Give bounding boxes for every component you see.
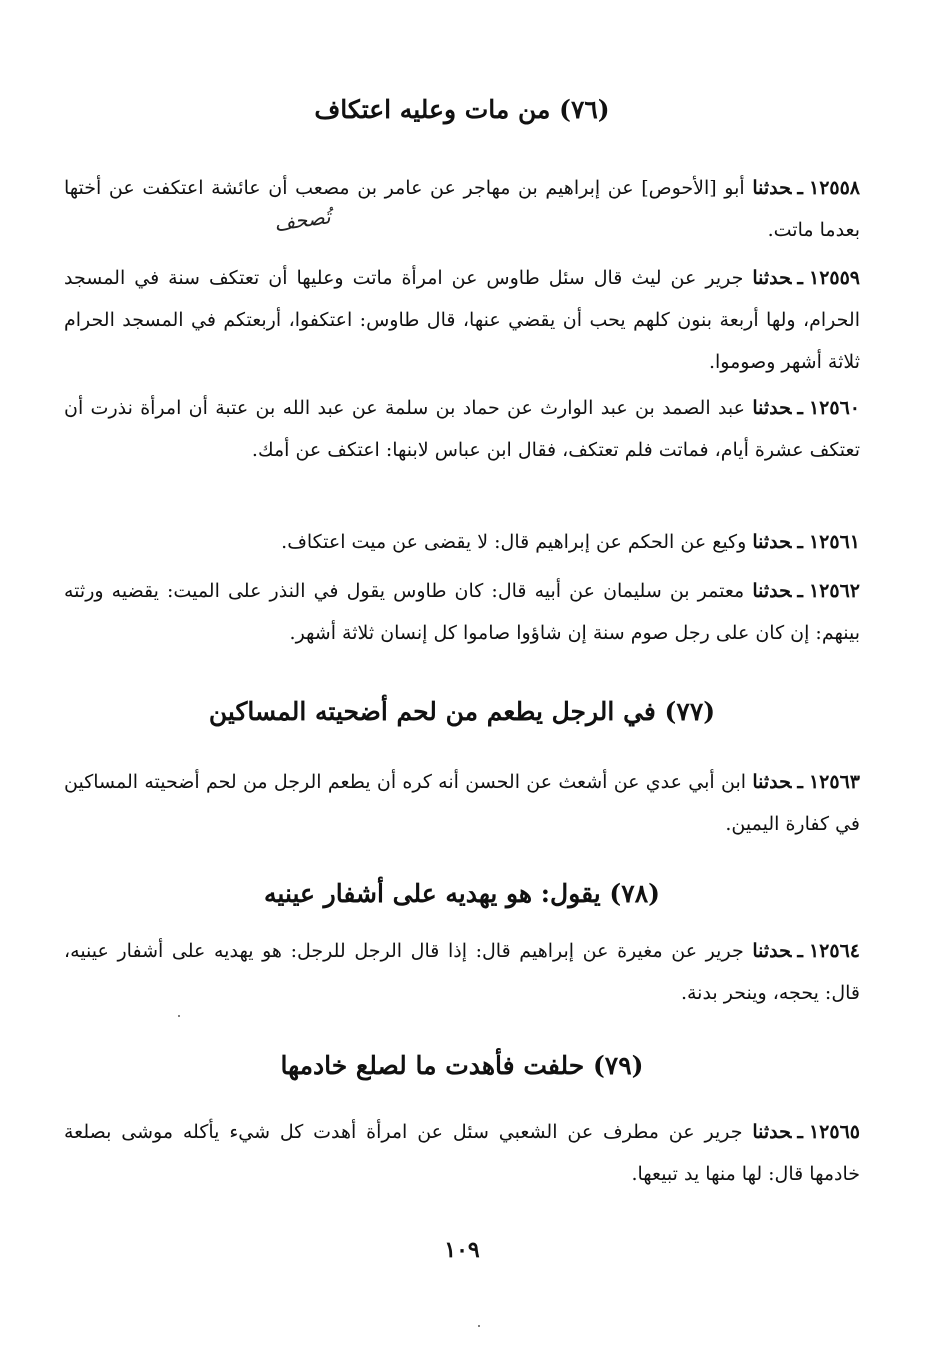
hadith-text: جرير عن ليث قال سئل طاوس عن امرأة ماتت وعليها أن تعتكف سنة في المسجد الحرام، ولها أربعة بنون كلهم يحب أن يقضي عنها، قال طاوس: اعتكفوا، أربعتكم في المسجد الحرام ثلاثة أشهر وصوموا.: [64, 267, 860, 373]
hadith-number: ١٢٥٥٨: [808, 177, 861, 199]
hadith-entry: [64, 521, 860, 563]
hadith-separator: ـ: [797, 531, 803, 553]
hadith-separator: ـ: [797, 267, 803, 289]
hadith-separator: ـ: [797, 177, 803, 199]
hadith-separator: ـ: [797, 771, 803, 793]
hadith-lead: حدثنا: [752, 531, 792, 553]
hadith-number: ١٢٥٦٢: [808, 580, 860, 602]
hadith-text: جرير عن مطرف عن الشعبي سئل عن امرأة أهدت كل شيء يأكله موشى بصلعة خادمها قال: لها منها يد تبيعها.: [64, 1121, 860, 1185]
hadith-lead: حدثنا: [752, 177, 792, 199]
hadith-entry: [64, 387, 860, 471]
hadith-lead: حدثنا: [752, 771, 792, 793]
hadith-entry: [64, 761, 860, 845]
chapter-heading: (٧٨) يقول: هو يهديه على أشفار عينيه: [264, 879, 660, 908]
hadith-text: ابن أبي عدي عن أشعث عن الحسن أنه كره أن يطعم الرجل من لحم أضحيته المساكين في كفارة اليمين.: [64, 771, 860, 835]
chapter-heading: (٧٩) حلفت فأهدت ما لصلع خادمها: [280, 1051, 644, 1080]
hadith-entry: [64, 930, 860, 1014]
hadith-number: ١٢٥٦٤: [808, 940, 860, 962]
hadith-number: ١٢٥٦١: [808, 531, 860, 553]
hadith-number: ١٢٥٦٥: [808, 1121, 860, 1143]
hadith-lead: حدثنا: [752, 940, 792, 962]
hadith-text: معتمر بن سليمان عن أبيه قال: كان طاوس يقول في النذر على الميت: يقضيه ورثته بينهم: إن كان على رجل صوم سنة إن شاؤوا صاموا كل إنسان ثلاثة أشهر.: [64, 580, 860, 644]
hadith-entry: [64, 257, 860, 383]
chapter-heading: (٧٧) في الرجل يطعم من لحم أضحيته المساكين: [208, 697, 716, 726]
hadith-text: جرير عن مغيرة عن إبراهيم قال: إذا قال الرجل للرجل: هو يهديه على أشفار عينيه، قال: يحجه، وينحر بدنة.: [64, 940, 860, 1004]
hadith-number: ١٢٥٦٠: [808, 397, 860, 419]
hadith-number: ١٢٥٦٣: [808, 771, 860, 793]
scan-speck: [478, 1325, 480, 1327]
book-page: [64, 0, 860, 1365]
hadith-text: أبو [الأحوص] عن إبراهيم بن مهاجر عن عامر بن مصعب أن عائشة اعتكفت عن أختها بعدما ماتت.: [64, 177, 860, 241]
chapter-heading: (٧٦) من مات وعليه اعتكاف: [314, 95, 610, 124]
hadith-lead: حدثنا: [752, 267, 792, 289]
hadith-lead: حدثنا: [752, 580, 792, 602]
hadith-text: عبد الصمد بن عبد الوارث عن حماد بن سلمة عن عبد الله بن عتبة أن امرأة نذرت أن تعتكف عشرة أيام، فماتت فلم تعتكف، فقال ابن عباس لابنها: اعتكف عن أمك.: [64, 397, 860, 461]
hadith-number: ١٢٥٥٩: [808, 267, 861, 289]
scan-speck: [178, 1015, 180, 1017]
hadith-lead: حدثنا: [752, 397, 792, 419]
handwritten-margin-note: تُصحف: [272, 204, 332, 236]
hadith-separator: ـ: [797, 1121, 803, 1143]
hadith-entry: [64, 570, 860, 654]
page-number: ١٠٩: [444, 1237, 480, 1263]
hadith-separator: ـ: [797, 580, 803, 602]
hadith-entry: [64, 167, 860, 251]
hadith-entry: [64, 1111, 860, 1195]
hadith-text: وكيع عن الحكم عن إبراهيم قال: لا يقضى عن ميت اعتكاف.: [281, 531, 747, 553]
hadith-separator: ـ: [797, 940, 803, 962]
hadith-separator: ـ: [797, 397, 803, 419]
hadith-lead: حدثنا: [752, 1121, 792, 1143]
